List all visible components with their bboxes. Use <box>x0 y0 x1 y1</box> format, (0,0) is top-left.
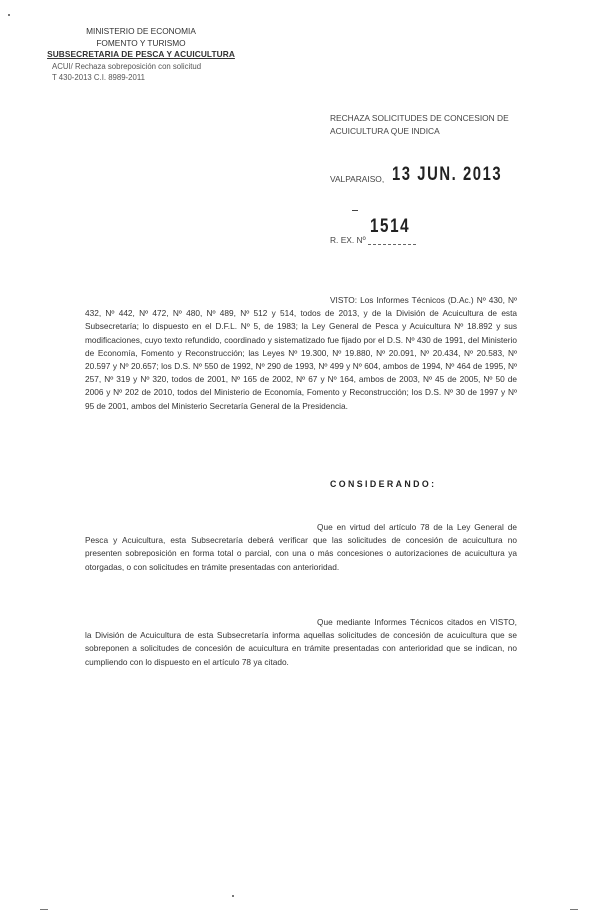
visto-paragraph: VISTO: Los Informes Técnicos (D.Ac.) Nº 430, Nº 432, Nº 442, Nº 472, Nº 480, Nº 489, Nº 512 y 514, todos de 2013, y de la División de Acuicultura de esta Subsecretaría; lo dispuesto en el D.F.L. Nº 5, de 1983; la Ley General de Pesca y Acuicultura Nº 18.892 y sus modificaciones, cuyo texto refundido, coordinado y sistematizado fue fijado por el D.S. Nº 430 de 1991, del Ministerio de Economía, Fomento y Reconstrucción; las Leyes Nº 19.300, Nº 19.880, Nº 20.091, Nº 20.434, Nº 20.583, Nº 20.597 y Nº 20.657; los D.S. Nº 550 de 1992, Nº 290 de 1993, Nº 499 y Nº 604, ambos de 1994, Nº 464 de 1995, Nº 257, Nº 319 y Nº 320, todos de 2001, Nº 165 de 2002, Nº 67 y Nº 164, ambos de 2003, Nº 45 de 2005, Nº 50 de 2006 y Nº 202 de 2010, todos del Ministerio de Economía, Fomento y Reconstrucción; los D.S. Nº 30 de 1997 y Nº 95 de 2001, ambos del Ministerio Secretaría General de la Presidencia. <box>85 295 517 411</box>
stamp-mark <box>352 210 358 211</box>
resolution-underline <box>368 244 416 245</box>
file-reference: T 430-2013 C.I. 8989-2011 <box>52 73 145 82</box>
scan-edge-mark <box>40 909 48 910</box>
considerando-heading: CONSIDERANDO: <box>330 479 437 489</box>
document-subject: RECHAZA SOLICITUDES DE CONCESION DE ACUICULTURA QUE INDICA <box>330 113 509 136</box>
scan-speck <box>8 14 10 16</box>
date-stamp: 13 JUN. 2013 <box>392 164 503 185</box>
considerando-paragraph-1: Que en virtud del artículo 78 de la Ley General de Pesca y Acuicultura, esta Subsecretaría deberá verificar que las solicitudes de concesión de acuicultura no presenten sobreposición en forma total o parcial, con una o más concesiones o autorizaciones de acuicultura ya otorgadas, o con solicitudes en trámite presentadas con anterioridad. <box>85 522 517 572</box>
reference-line: ACUI/ Rechaza sobreposición con solicitud <box>52 61 202 71</box>
ministry-subtitle: FOMENTO Y TURISMO <box>96 37 186 48</box>
scan-edge-mark <box>570 909 578 910</box>
scan-speck <box>232 895 234 897</box>
ministry-name: MINISTERIO DE ECONOMIA <box>86 26 196 36</box>
letterhead <box>36 26 246 84</box>
place-label: VALPARAISO, <box>330 174 385 184</box>
resolution-label: R. EX. Nº <box>330 235 366 245</box>
resolution-number: 1514 <box>370 216 411 237</box>
considerando-paragraph-2: Que mediante Informes Técnicos citados en VISTO, la División de Acuicultura de esta Subsecretaría informa aquellas solicitudes de concesión de acuicultura que se sobreponen a solicitudes de concesión de acuicultura en trámite presentadas con anterioridad que se indican, no cumpliendo con lo dispuesto en el artículo 78 ya citado. <box>85 617 517 667</box>
undersecretariat-name: SUBSECRETARIA DE PESCA Y ACUICULTURA <box>47 49 235 59</box>
